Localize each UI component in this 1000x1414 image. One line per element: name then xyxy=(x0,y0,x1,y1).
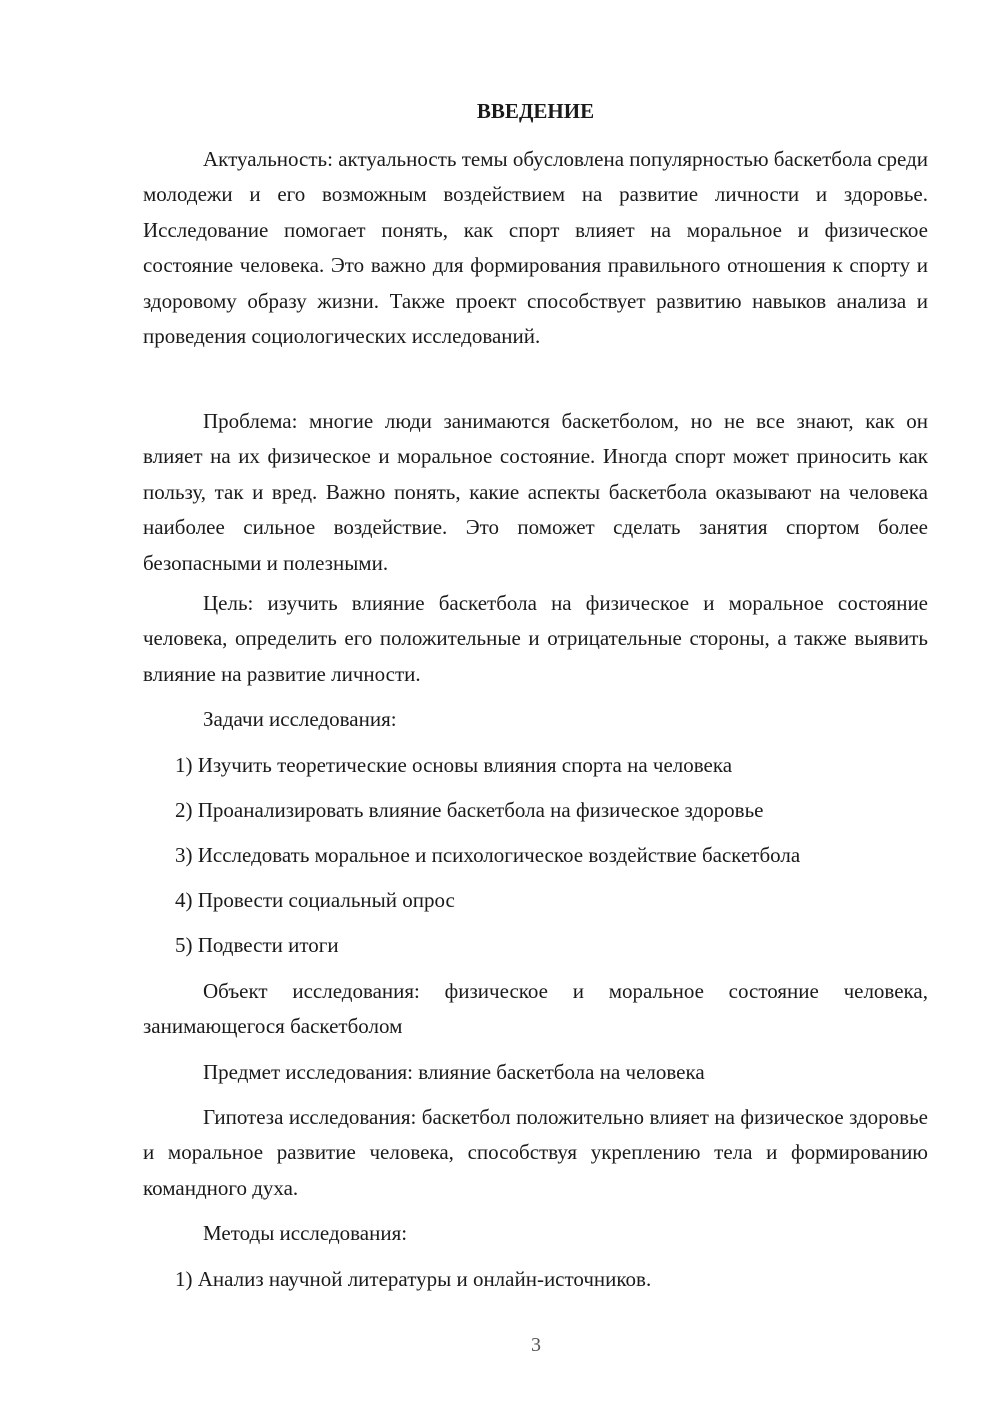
task-item-3: 3) Исследовать моральное и психологическое воздействие баскетбола xyxy=(175,843,801,867)
tasks-heading: Задачи исследования: xyxy=(203,707,397,731)
task-item-2: 2) Проанализировать влияние баскетбола на физическое здоровье xyxy=(175,798,764,822)
paragraph-problem: Проблема: многие люди занимаются баскетболом, но не все знают, как он влияет на их физическое и моральное состояние. Иногда спорт может приносить как пользу, так и вред. Важно понять, какие аспекты баскетбола оказывают на человека наиболее сильное воздействие. Это поможет сделать занятия спортом более безопасными и полезными. xyxy=(143,409,928,575)
paragraph-goal: Цель: изучить влияние баскетбола на физическое и моральное состояние человека, определить его положительные и отрицательные стороны, а также выявить влияние на развитие личности. xyxy=(143,591,928,686)
task-item-1: 1) Изучить теоретические основы влияния спорта на человека xyxy=(175,753,733,777)
paragraph-relevance: Актуальность: актуальность темы обусловлена популярностью баскетбола среди молодежи и его возможным воздействием на развитие личности и здоровье. Исследование помогает понять, как спорт влияет на моральное и физическое состояние человека. Это важно для формирования правильного отношения к спорту и здоровому образу жизни. Также проект способствует развитию навыков анализа и проведения социологических исследований. xyxy=(143,147,929,349)
methods-heading: Методы исследования: xyxy=(203,1221,408,1245)
paragraph-subject: Предмет исследования: влияние баскетбола на человека xyxy=(203,1060,705,1084)
paragraph-object: Объект исследования: физическое и моральное состояние человека, занимающегося баскетболом xyxy=(143,979,928,1039)
task-item-5: 5) Подвести итоги xyxy=(175,933,339,957)
page-number: 3 xyxy=(531,1334,541,1356)
method-item-1: 1) Анализ научной литературы и онлайн-источников. xyxy=(175,1267,652,1291)
task-item-4: 4) Провести социальный опрос xyxy=(175,888,455,912)
page-title: ВВЕДЕНИЕ xyxy=(476,99,595,123)
paragraph-hypothesis: Гипотеза исследования: баскетбол положительно влияет на физическое здоровье и моральное развитие человека, способствуя укреплению тела и формированию командного духа. xyxy=(143,1105,928,1200)
